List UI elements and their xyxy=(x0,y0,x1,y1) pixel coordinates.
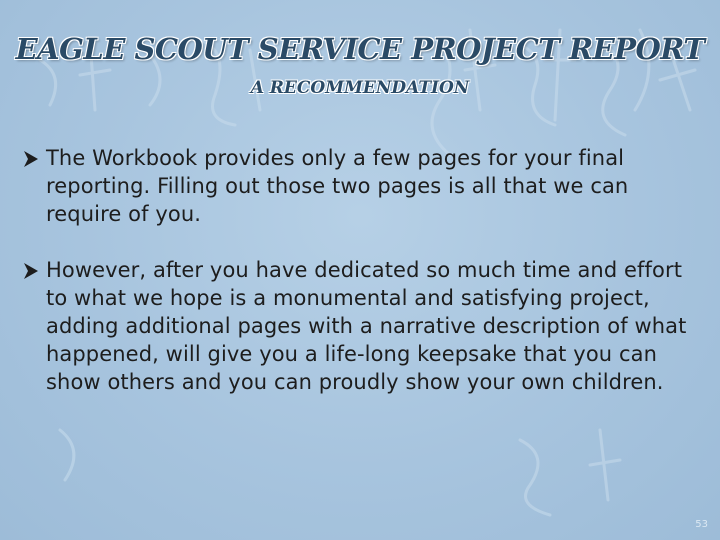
bullet-text: However, after you have dedicated so much time and effort to what we hope is a monumental and satisfying project, adding additional pages with a narrative description of what happened, will give you a life-long keepsake that you can show others and you can proudly show your own children. xyxy=(46,258,687,394)
slide-title: EAGLE SCOUT SERVICE PROJECT REPORT xyxy=(15,32,705,66)
slide-subtitle: A RECOMMENDATION xyxy=(250,78,470,98)
bullet-item xyxy=(22,144,702,228)
page-number: 53 xyxy=(695,519,708,530)
arrow-bullet-icon xyxy=(22,262,40,280)
bullet-list xyxy=(22,144,702,396)
bullet-text: The Workbook provides only a few pages for your final reporting. Filling out those two pages is all that we can require of you. xyxy=(46,146,629,226)
bullet-item xyxy=(22,256,702,396)
arrow-bullet-icon xyxy=(22,150,40,168)
